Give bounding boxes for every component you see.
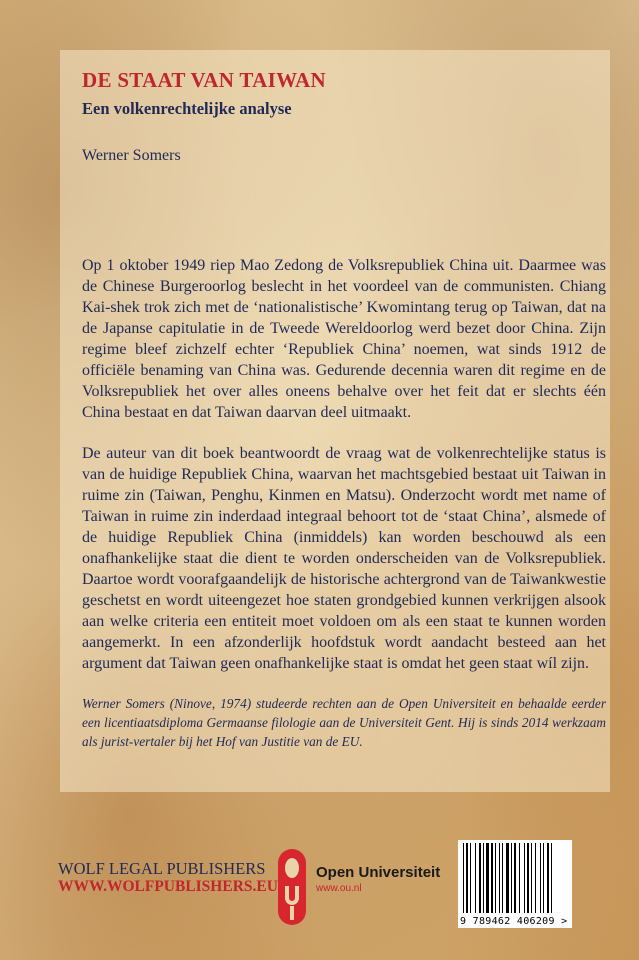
barcode-bar	[524, 843, 525, 913]
barcode-bar	[531, 843, 532, 913]
barcode-bar	[540, 843, 541, 913]
ou-publisher	[316, 864, 440, 894]
barcode-bar	[479, 843, 481, 913]
barcode-bar	[486, 843, 489, 913]
blurb-text	[82, 255, 606, 751]
ou-name: Open Universiteit	[316, 864, 441, 881]
barcode-bar	[514, 843, 516, 913]
barcode-bar	[547, 843, 549, 913]
barcode-bar	[506, 843, 509, 913]
barcode-bar	[502, 843, 503, 913]
barcode-bar	[491, 843, 493, 913]
barcode-bar	[475, 843, 476, 913]
barcode-bar	[483, 843, 484, 913]
book-subtitle: Een volkenrechtelijke analyse	[82, 99, 292, 118]
barcode-bar	[535, 843, 536, 913]
isbn-number: 9 789462 406209 >	[460, 916, 568, 927]
wolf-publisher-url: WWW.WOLFPUBLISHERS.EU	[58, 878, 278, 895]
barcode-bars	[461, 843, 569, 913]
barcode-bar	[470, 843, 471, 913]
barcode-bar	[463, 843, 464, 913]
blurb-paragraph-1: Op 1 oktober 1949 riep Mao Zedong de Volksrepubliek China uit. Daarmee was de Chinese Burgeroorlog beslecht in het voordeel van de communisten. Chiang Kai-shek trok zich met de ‘nationalistische’ Kwomintang terug op Taiwan, dat na de Japanse capitulatie in de Tweede Wereldoorlog werd bezet door China. Zijn regime bleef zichzelf echter ‘Republiek China’ noemen, wat sinds 1912 de officiële benaming van China was. Gedurende decennia waren dit regime en de Volksrepubliek het over alles oneens behalve over het feit dat er slechts één China bestaat en dat Taiwan daarvan deel uitmaakt.	[82, 257, 606, 421]
isbn-barcode	[458, 840, 572, 928]
barcode-bar	[519, 843, 520, 913]
blurb-paragraph-2: De auteur van dit boek beantwoordt de vraag wat de volkenrechtelijke status is van de huidige Republiek China, waarvan het machtsgebied bestaat uit Taiwan in ruime zin (Taiwan, Penghu, Kinmen en Matsu). Onderzocht wordt met name of Taiwan in ruime zin inderdaad integraal behoort tot de ‘staat China’, alsmede of de huidige Republiek China (inmiddels) kan worden beschouwd als een onafhankelijke staat die dient te worden onderscheiden van de Volksrepubliek. Daartoe wordt voorafgaandelijk de historische achtergrond van de Taiwankwestie geschetst en wordt uiteengezet hoe staten grondgebied kunnen verkrijgen alsook aan welke criteria een entiteit moet voldoen om als een staat te kunnen worden aangemerkt. In een afzonderlijk hoofdstuk wordt aandacht besteed aan het argument dat Taiwan geen onafhankelijke staat is omdat het geen staat wíl zijn.	[82, 445, 606, 672]
author-name: Werner Somers	[82, 147, 181, 164]
book-title: DE STAAT VAN TAIWAN	[82, 68, 326, 92]
barcode-bar	[466, 843, 468, 913]
barcode-bar	[551, 843, 552, 913]
barcode-bar	[511, 843, 512, 913]
barcode-bar	[543, 843, 544, 913]
author-bio: Werner Somers (Ninove, 1974) studeerde rechten aan de Open Universiteit en behaalde eerder een licentiaatsdiploma Germaanse filologie aan de Universiteit Gent. Hij is sinds 2014 werkzaam als jurist-vertaler bij het Hof van Justitie van de EU.	[82, 696, 606, 749]
ou-url: www.ou.nl	[316, 883, 362, 894]
barcode-bar	[499, 843, 500, 913]
wolf-publisher-logo	[58, 860, 278, 896]
barcode-bar	[495, 843, 496, 913]
ou-logo-icon	[277, 848, 307, 926]
barcode-bar	[527, 843, 529, 913]
wolf-publisher-name: WOLF LEGAL PUBLISHERS	[58, 859, 266, 878]
